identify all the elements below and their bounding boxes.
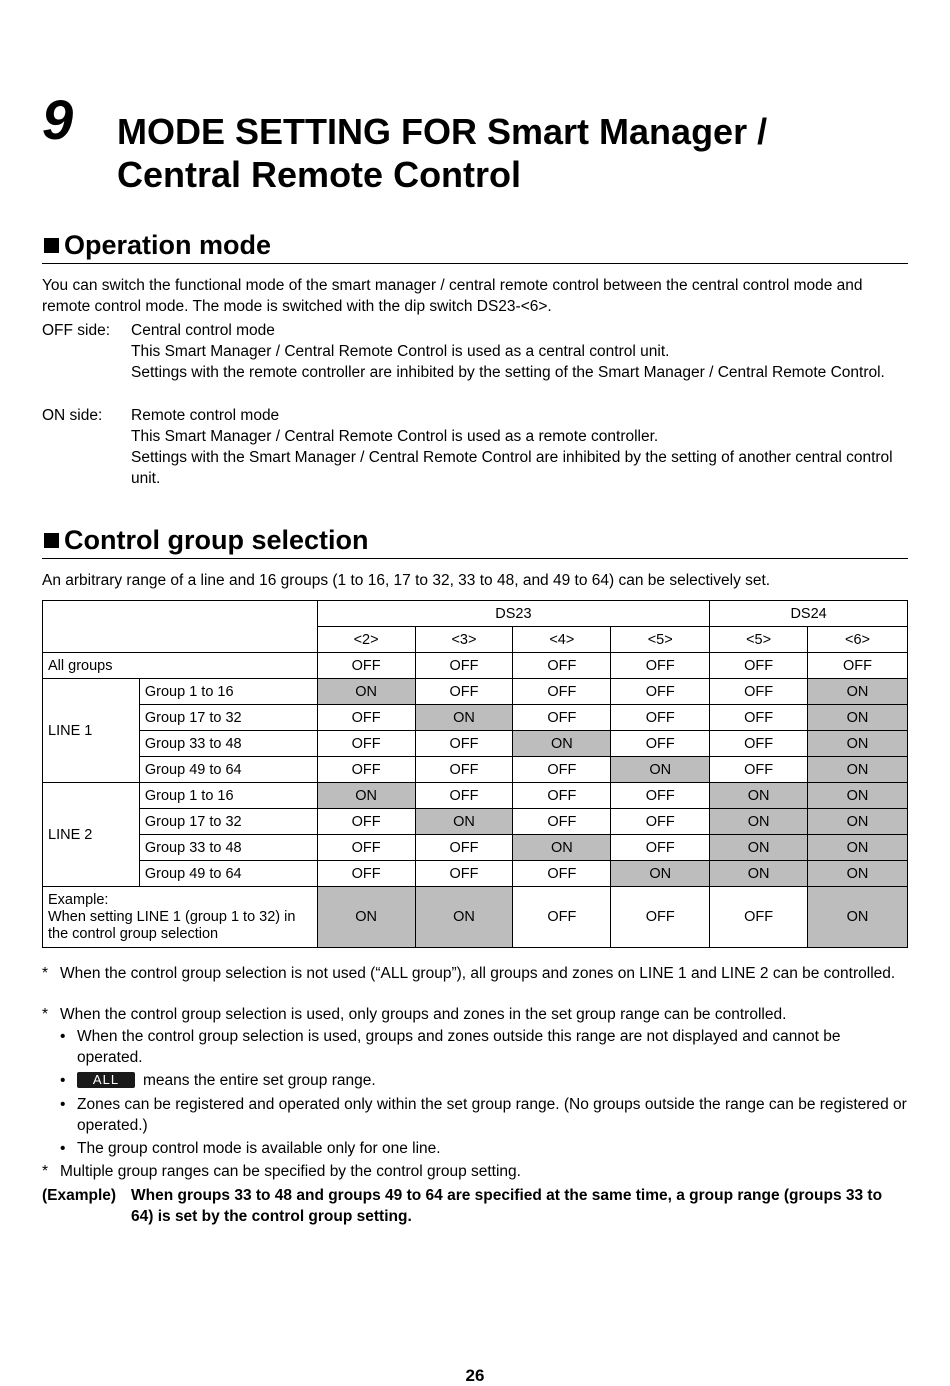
bullet-1 — [60, 1026, 908, 1068]
switch-value-cell: OFF — [710, 731, 808, 757]
table-row — [43, 809, 908, 835]
switch-value-cell: ON — [808, 887, 908, 948]
switch-value-cell: OFF — [611, 679, 710, 705]
switch-value-cell: OFF — [513, 757, 611, 783]
switch-value-cell: OFF — [317, 861, 415, 887]
switch-value-cell: OFF — [513, 705, 611, 731]
control-group-intro: An arbitrary range of a line and 16 groups (1 to 16, 17 to 32, 33 to 48, and 49 to 64) can be selectively set. — [42, 572, 771, 589]
table-row — [43, 653, 908, 679]
switch-value-cell: OFF — [611, 835, 710, 861]
switch-header-cell: <4> — [513, 627, 611, 653]
control-group-heading-text: Control group selection — [64, 525, 369, 555]
switch-header-cell: <2> — [317, 627, 415, 653]
group-label: Group 1 to 16 — [139, 783, 317, 809]
switch-value-cell: OFF — [415, 835, 513, 861]
switch-value-cell: OFF — [513, 809, 611, 835]
bullet-1-text: When the control group selection is used, groups and zones outside this range are not displayed and cannot be operated. — [77, 1028, 841, 1066]
all-groups-label: All groups — [43, 653, 318, 679]
table-row — [43, 835, 908, 861]
switch-value-cell: ON — [513, 731, 611, 757]
chapter-title-line-1: MODE SETTING FOR Smart Manager / — [117, 111, 768, 152]
switch-value-cell: OFF — [611, 887, 710, 948]
switch-value-cell: OFF — [513, 861, 611, 887]
bullet-2 — [60, 1070, 908, 1091]
bullet-marker: • — [60, 1140, 66, 1157]
table-row — [43, 783, 908, 809]
switch-value-cell: OFF — [415, 757, 513, 783]
switch-value-cell: ON — [317, 679, 415, 705]
chapter-title-line-2: Central Remote Control — [117, 154, 522, 195]
switch-value-cell: ON — [710, 783, 808, 809]
switch-header-cell: <5> — [710, 627, 808, 653]
switch-value-cell: OFF — [710, 887, 808, 948]
on-side-label: ON side: — [42, 407, 103, 424]
all-badge: ALL — [77, 1072, 135, 1088]
ds24-header: DS24 — [710, 601, 908, 627]
switch-value-cell: OFF — [611, 809, 710, 835]
switch-value-cell: OFF — [808, 653, 908, 679]
switch-value-cell: OFF — [317, 653, 415, 679]
group-label: Group 33 to 48 — [139, 731, 317, 757]
switch-value-cell: OFF — [317, 705, 415, 731]
switch-value-cell: OFF — [611, 731, 710, 757]
group-label: Group 33 to 48 — [139, 835, 317, 861]
asterisk-marker: * — [42, 965, 49, 982]
bullet-marker: • — [60, 1096, 66, 1113]
operation-mode-heading-text: Operation mode — [64, 230, 272, 260]
note-2 — [42, 1004, 908, 1025]
note-1 — [42, 963, 908, 984]
switch-value-cell: ON — [317, 887, 415, 948]
switch-value-cell: OFF — [513, 653, 611, 679]
switch-value-cell: ON — [710, 861, 808, 887]
switch-value-cell: OFF — [710, 653, 808, 679]
switch-value-cell: OFF — [415, 679, 513, 705]
group-label: Group 49 to 64 — [139, 861, 317, 887]
group-label: Group 1 to 16 — [139, 679, 317, 705]
switch-value-cell: ON — [808, 861, 908, 887]
note-1-text: When the control group selection is not used (“ALL group”), all groups and zones on LINE 1 and LINE 2 can be controlled. — [60, 965, 896, 982]
example-cell — [43, 887, 318, 948]
note-3 — [42, 1161, 908, 1182]
switch-value-cell: OFF — [513, 887, 611, 948]
asterisk-marker: * — [42, 1006, 49, 1023]
switch-value-cell: OFF — [415, 861, 513, 887]
switch-value-cell: ON — [808, 705, 908, 731]
bullet-marker: • — [60, 1072, 66, 1089]
switch-value-cell: OFF — [611, 783, 710, 809]
page-number: 26 — [465, 1366, 485, 1385]
example-row — [43, 887, 908, 948]
table-header-row-ds — [43, 601, 908, 627]
bullet-4-text: The group control mode is available only for one line. — [77, 1140, 441, 1157]
switch-value-cell: OFF — [611, 705, 710, 731]
asterisk-marker: * — [42, 1163, 49, 1180]
switch-header-cell: <5> — [611, 627, 710, 653]
square-bullet-icon — [44, 238, 59, 253]
switch-value-cell: ON — [415, 809, 513, 835]
bullet-3 — [60, 1094, 908, 1136]
switch-value-cell: ON — [808, 731, 908, 757]
table-row — [43, 861, 908, 887]
control-group-table — [42, 600, 908, 948]
line-label: LINE 2 — [43, 783, 140, 887]
off-side-line-1: Central control mode — [131, 322, 275, 339]
switch-value-cell: OFF — [710, 679, 808, 705]
switch-value-cell: OFF — [513, 679, 611, 705]
note-2-text: When the control group selection is used, only groups and zones in the set group range can be controlled. — [60, 1006, 787, 1023]
bullet-marker: • — [60, 1028, 66, 1045]
chapter-number: 9 — [42, 88, 74, 151]
switch-value-cell: OFF — [611, 653, 710, 679]
table-row — [43, 731, 908, 757]
switch-value-cell: ON — [611, 861, 710, 887]
control-group-table-body — [43, 601, 908, 948]
switch-value-cell: ON — [513, 835, 611, 861]
switch-value-cell: ON — [808, 679, 908, 705]
switch-value-cell: ON — [317, 783, 415, 809]
switch-header-cell: <3> — [415, 627, 513, 653]
group-label: Group 49 to 64 — [139, 757, 317, 783]
off-side-line-2: This Smart Manager / Central Remote Control is used as a central control unit. — [131, 343, 670, 360]
off-side-label: OFF side: — [42, 322, 111, 339]
switch-value-cell: OFF — [415, 783, 513, 809]
operation-mode-heading — [42, 229, 908, 264]
example-note-text: When groups 33 to 48 and groups 49 to 64 are specified at the same time, a group range (groups 33 to 64) is set by the control group setting. — [131, 1187, 883, 1225]
switch-value-cell: OFF — [317, 835, 415, 861]
switch-value-cell: ON — [415, 705, 513, 731]
on-side-line-3: Settings with the Smart Manager / Central Remote Control are inhibited by the setting of another central control unit. — [131, 449, 893, 487]
switch-value-cell: OFF — [513, 783, 611, 809]
switch-value-cell: OFF — [317, 809, 415, 835]
switch-value-cell: ON — [710, 835, 808, 861]
note-3-text: Multiple group ranges can be specified by the control group setting. — [60, 1163, 521, 1180]
switch-value-cell: ON — [808, 757, 908, 783]
bullet-2-text: means the entire set group range. — [143, 1072, 376, 1089]
switch-value-cell: ON — [611, 757, 710, 783]
group-label: Group 17 to 32 — [139, 705, 317, 731]
chapter-title — [117, 110, 767, 196]
on-side-line-2: This Smart Manager / Central Remote Control is used as a remote controller. — [131, 428, 659, 445]
table-row — [43, 705, 908, 731]
switch-value-cell: OFF — [317, 757, 415, 783]
bullet-4 — [60, 1138, 908, 1159]
example-label: Example: — [48, 891, 109, 908]
bullet-3-text: Zones can be registered and operated only within the set group range. (No groups outside the range can be registered or operated.) — [77, 1096, 907, 1134]
switch-value-cell: OFF — [415, 731, 513, 757]
table-corner-cell — [43, 601, 318, 653]
switch-value-cell: OFF — [710, 757, 808, 783]
control-group-heading — [42, 524, 908, 559]
operation-mode-intro: You can switch the functional mode of the smart manager / central remote control between the central control mode and remote control mode. The mode is switched with the dip switch DS23-<6>. — [42, 277, 863, 315]
square-bullet-icon — [44, 533, 59, 548]
switch-value-cell: OFF — [710, 705, 808, 731]
ds23-header: DS23 — [317, 601, 710, 627]
example-note-label: (Example) — [42, 1187, 117, 1204]
switch-value-cell: OFF — [317, 731, 415, 757]
switch-value-cell: ON — [710, 809, 808, 835]
off-side-line-3: Settings with the remote controller are inhibited by the setting of the Smart Manager / Central Remote Control. — [131, 364, 885, 381]
switch-value-cell: ON — [808, 835, 908, 861]
group-label: Group 17 to 32 — [139, 809, 317, 835]
table-row — [43, 679, 908, 705]
switch-header-cell: <6> — [808, 627, 908, 653]
switch-value-cell: OFF — [415, 653, 513, 679]
switch-value-cell: ON — [808, 783, 908, 809]
switch-value-cell: ON — [808, 809, 908, 835]
switch-value-cell: ON — [415, 887, 513, 948]
table-row — [43, 757, 908, 783]
line-label: LINE 1 — [43, 679, 140, 783]
example-description: When setting LINE 1 (group 1 to 32) in the control group selection — [48, 908, 296, 942]
on-side-line-1: Remote control mode — [131, 407, 280, 424]
